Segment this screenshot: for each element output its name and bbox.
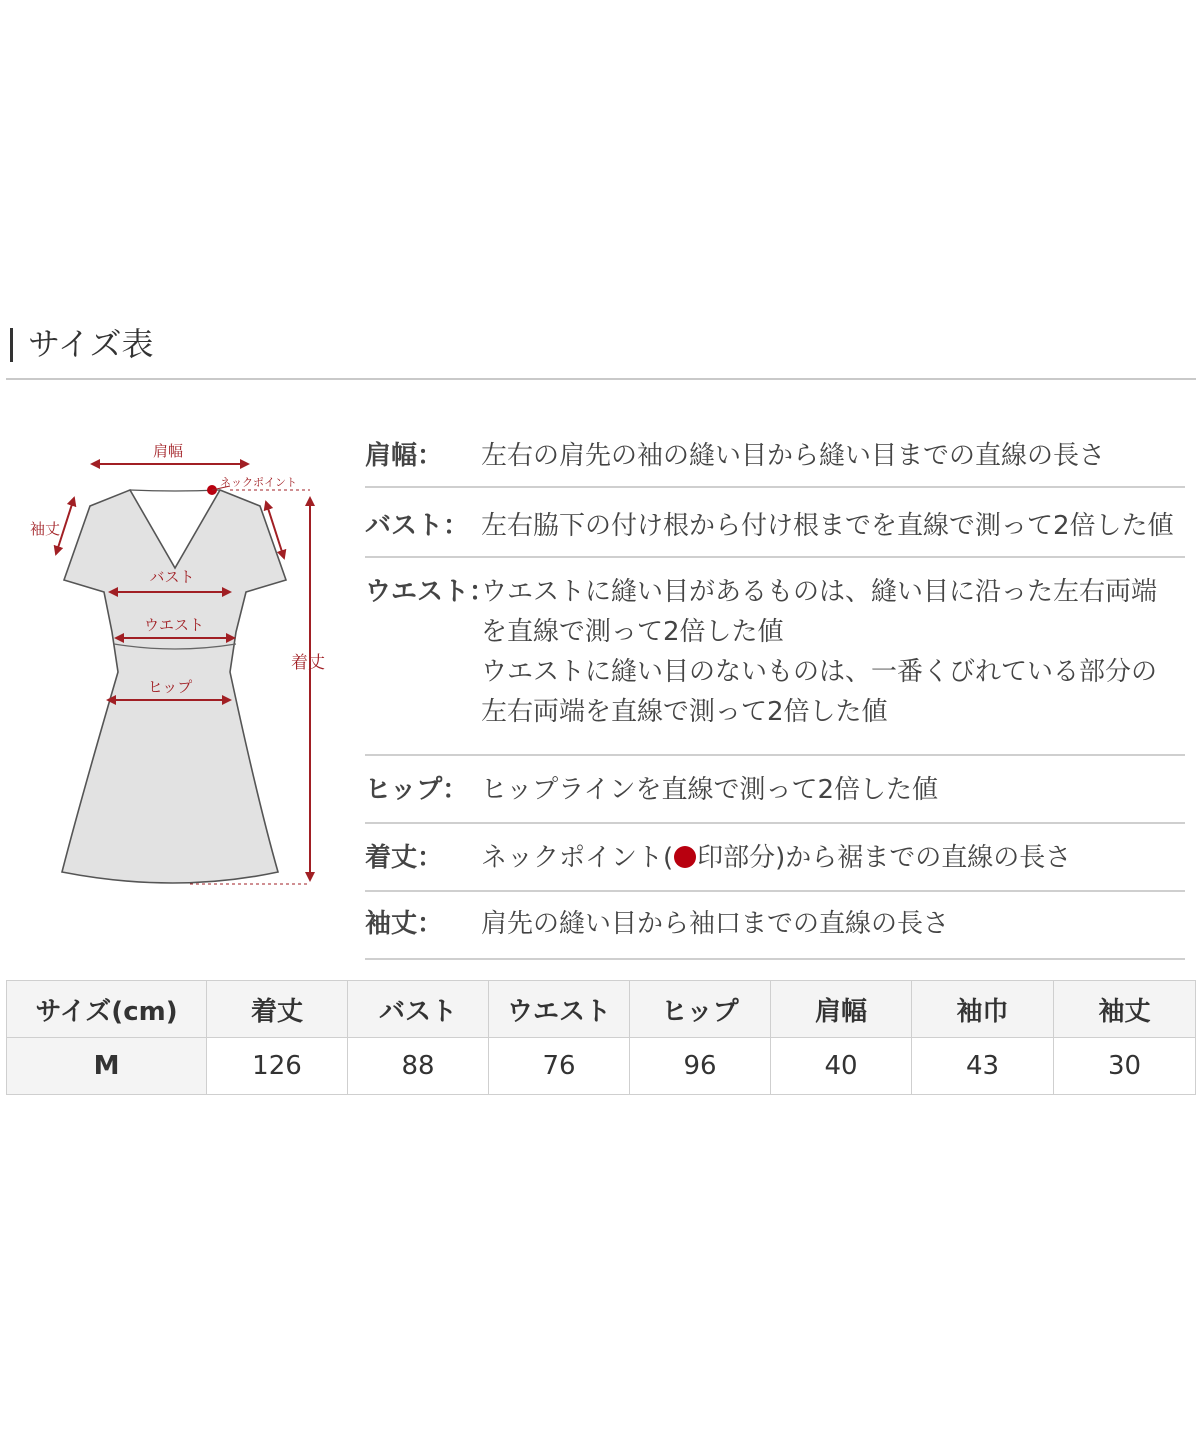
hip-label: ヒップ xyxy=(147,678,193,696)
definition-line: ウエストに縫い目があるものは、縫い目に沿った左右両端 xyxy=(481,577,1158,607)
table-cell: 88 xyxy=(348,1038,489,1095)
definition-line: を直線で測って2倍した値 xyxy=(481,617,784,647)
definition-term: ウエスト： xyxy=(365,577,496,607)
definition-text xyxy=(481,892,1185,944)
header-divider xyxy=(6,378,1196,380)
definition-line: 左右脇下の付け根から付け根までを直線で測って2倍した値 xyxy=(481,511,1174,541)
table-cell: 126 xyxy=(207,1038,348,1095)
table-row xyxy=(7,1038,1196,1095)
definition-term: ヒップ： xyxy=(365,775,469,805)
table-header-cell: サイズ(cm) xyxy=(7,981,207,1038)
table-header-row xyxy=(7,981,1196,1038)
definition-text xyxy=(481,558,1185,732)
page-header xyxy=(6,322,1196,382)
shoulder-label: 肩幅 xyxy=(152,442,184,460)
neck-point-label: ネックポイント xyxy=(220,476,297,489)
measurement-definitions xyxy=(365,428,1185,960)
table-cell: 76 xyxy=(489,1038,630,1095)
definition-line: ヒップラインを直線で測って2倍した値 xyxy=(481,775,938,805)
table-header-cell: 袖丈 xyxy=(1054,981,1196,1038)
bust-label: バスト xyxy=(149,568,195,586)
definition-bust xyxy=(365,488,1185,558)
page-title: サイズ表 xyxy=(28,325,154,363)
table-header-cell: 袖巾 xyxy=(912,981,1054,1038)
length-label: 着丈 xyxy=(291,653,325,673)
size-table xyxy=(6,980,1196,1095)
definition-term: 着丈： xyxy=(365,843,444,873)
table-header-cell: 肩幅 xyxy=(771,981,912,1038)
definition-text xyxy=(481,824,1185,878)
sleeve-label: 袖丈 xyxy=(30,520,61,538)
definition-sleeve xyxy=(365,892,1185,960)
definition-line-part: ネックポイント( xyxy=(481,843,674,873)
table-header-cell: 着丈 xyxy=(207,981,348,1038)
title-bar-accent xyxy=(10,328,13,362)
definition-term: 肩幅： xyxy=(365,441,444,471)
neckline xyxy=(130,490,220,491)
definition-line xyxy=(481,838,1185,878)
table-header-cell: バスト xyxy=(348,981,489,1038)
table-cell: 96 xyxy=(630,1038,771,1095)
table-header-cell: ヒップ xyxy=(630,981,771,1038)
definition-length xyxy=(365,824,1185,892)
definition-line: 左右の肩先の袖の縫い目から縫い目までの直線の長さ xyxy=(481,441,1106,471)
definition-line: ウエストに縫い目のないものは、一番くびれている部分の xyxy=(481,657,1158,687)
definition-line-part: 印部分)から裾までの直線の長さ xyxy=(697,843,1072,873)
definition-text xyxy=(481,488,1185,546)
definition-shoulder xyxy=(365,428,1185,488)
definition-line: 肩先の縫い目から袖口までの直線の長さ xyxy=(481,909,950,939)
table-cell: 40 xyxy=(771,1038,912,1095)
definition-term: バスト： xyxy=(365,511,470,541)
table-header-cell: ウエスト xyxy=(489,981,630,1038)
dress-measurement-diagram xyxy=(20,432,340,902)
definition-term: 袖丈： xyxy=(365,909,444,939)
definition-hip xyxy=(365,756,1185,824)
table-cell: 43 xyxy=(912,1038,1054,1095)
neck-point-dot-icon xyxy=(674,846,696,868)
table-cell-size: M xyxy=(7,1038,207,1095)
definition-line: 左右両端を直線で測って2倍した値 xyxy=(481,697,888,727)
definition-text xyxy=(481,428,1185,476)
definition-waist xyxy=(365,558,1185,756)
waist-label: ウエスト xyxy=(143,616,205,634)
dress-illustration xyxy=(20,432,340,902)
definition-text xyxy=(481,756,1185,810)
table-cell: 30 xyxy=(1054,1038,1196,1095)
